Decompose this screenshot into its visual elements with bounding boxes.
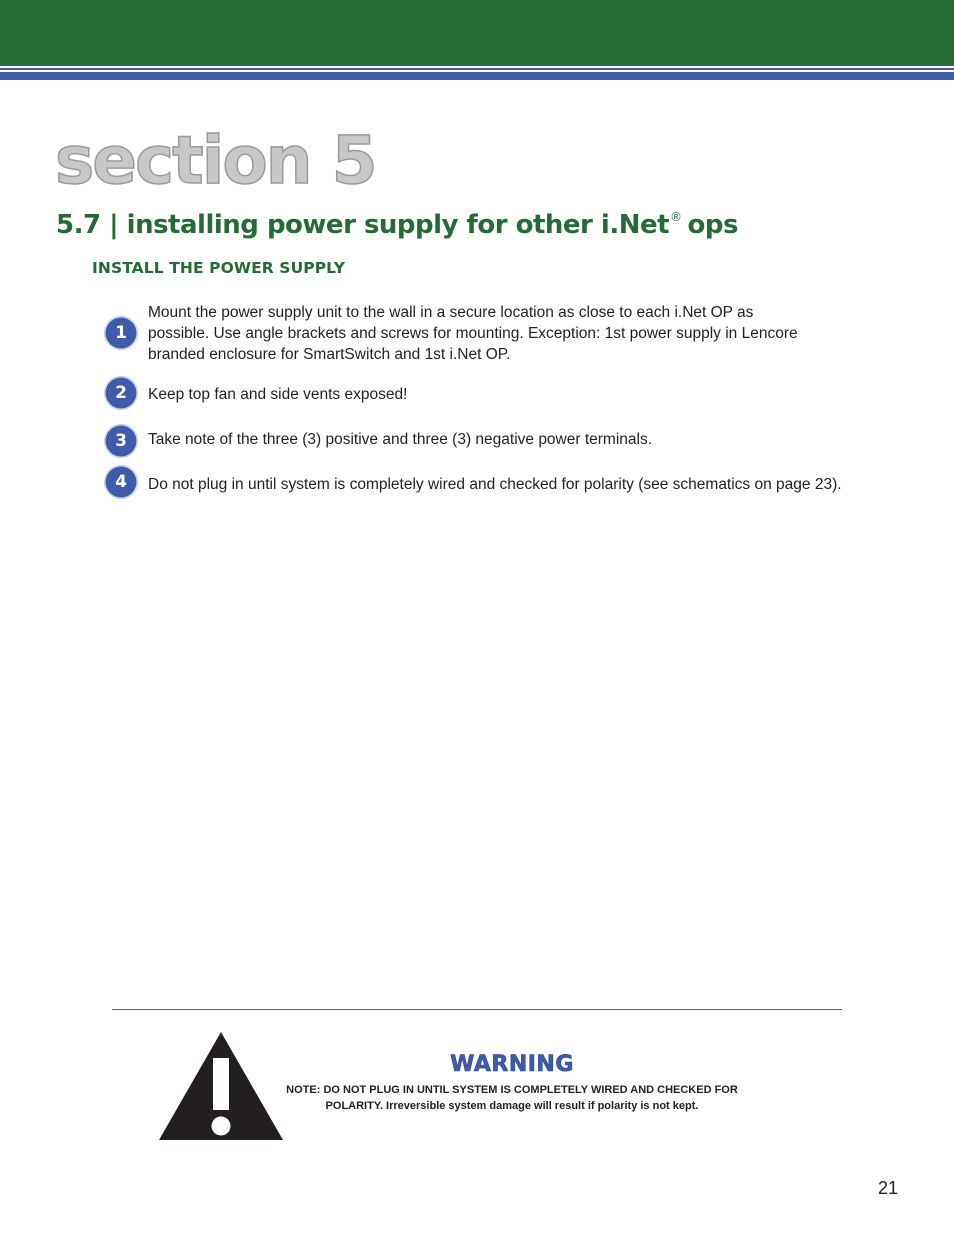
step-number-badge: 3 (104, 424, 138, 458)
page-number: 21 (877, 1178, 898, 1198)
warning-title: WARNING (450, 1052, 574, 1077)
install-heading: INSTALL THE POWER SUPPLY (92, 259, 346, 277)
registered-mark: ® (670, 210, 682, 224)
warning-line-2: POLARITY. Irreversible system damage will result if polarity is not kept. (325, 1100, 699, 1112)
subsection-title (56, 210, 738, 241)
step-text: Do not plug in until system is completely wired and checked for polarity (see schematics on page 23). (148, 476, 842, 493)
step-number-badge: 4 (104, 465, 138, 499)
step-text: Keep top fan and side vents exposed! (148, 386, 408, 403)
warning-divider (112, 1009, 842, 1010)
step-text: Mount the power supply unit to the wall in a secure location as close to each i.Net OP as possible. Use angle brackets and screws for mounting. Exception: 1st power supply in Lencore branded enclosure for SmartSwitch and 1st i.Net OP. (148, 304, 798, 363)
step-number-badge: 1 (104, 316, 138, 350)
section-title: section 5 (55, 122, 376, 199)
warning-text (270, 1082, 754, 1114)
header-rule-thin (0, 68, 954, 70)
warning-triangle-icon (158, 1030, 284, 1142)
header-rule-thick (0, 72, 954, 80)
subsection-title-suffix: ops (687, 210, 738, 240)
subsection-title-prefix: 5.7 | installing power supply for other i.Net (56, 210, 670, 240)
step-text: Take note of the three (3) positive and three (3) negative power terminals. (148, 431, 653, 448)
warning-line-1: NOTE: DO NOT PLUG IN UNTIL SYSTEM IS COMPLETELY WIRED AND CHECKED FOR (286, 1084, 738, 1096)
step-number-badge: 2 (104, 376, 138, 410)
header-band (0, 0, 954, 66)
